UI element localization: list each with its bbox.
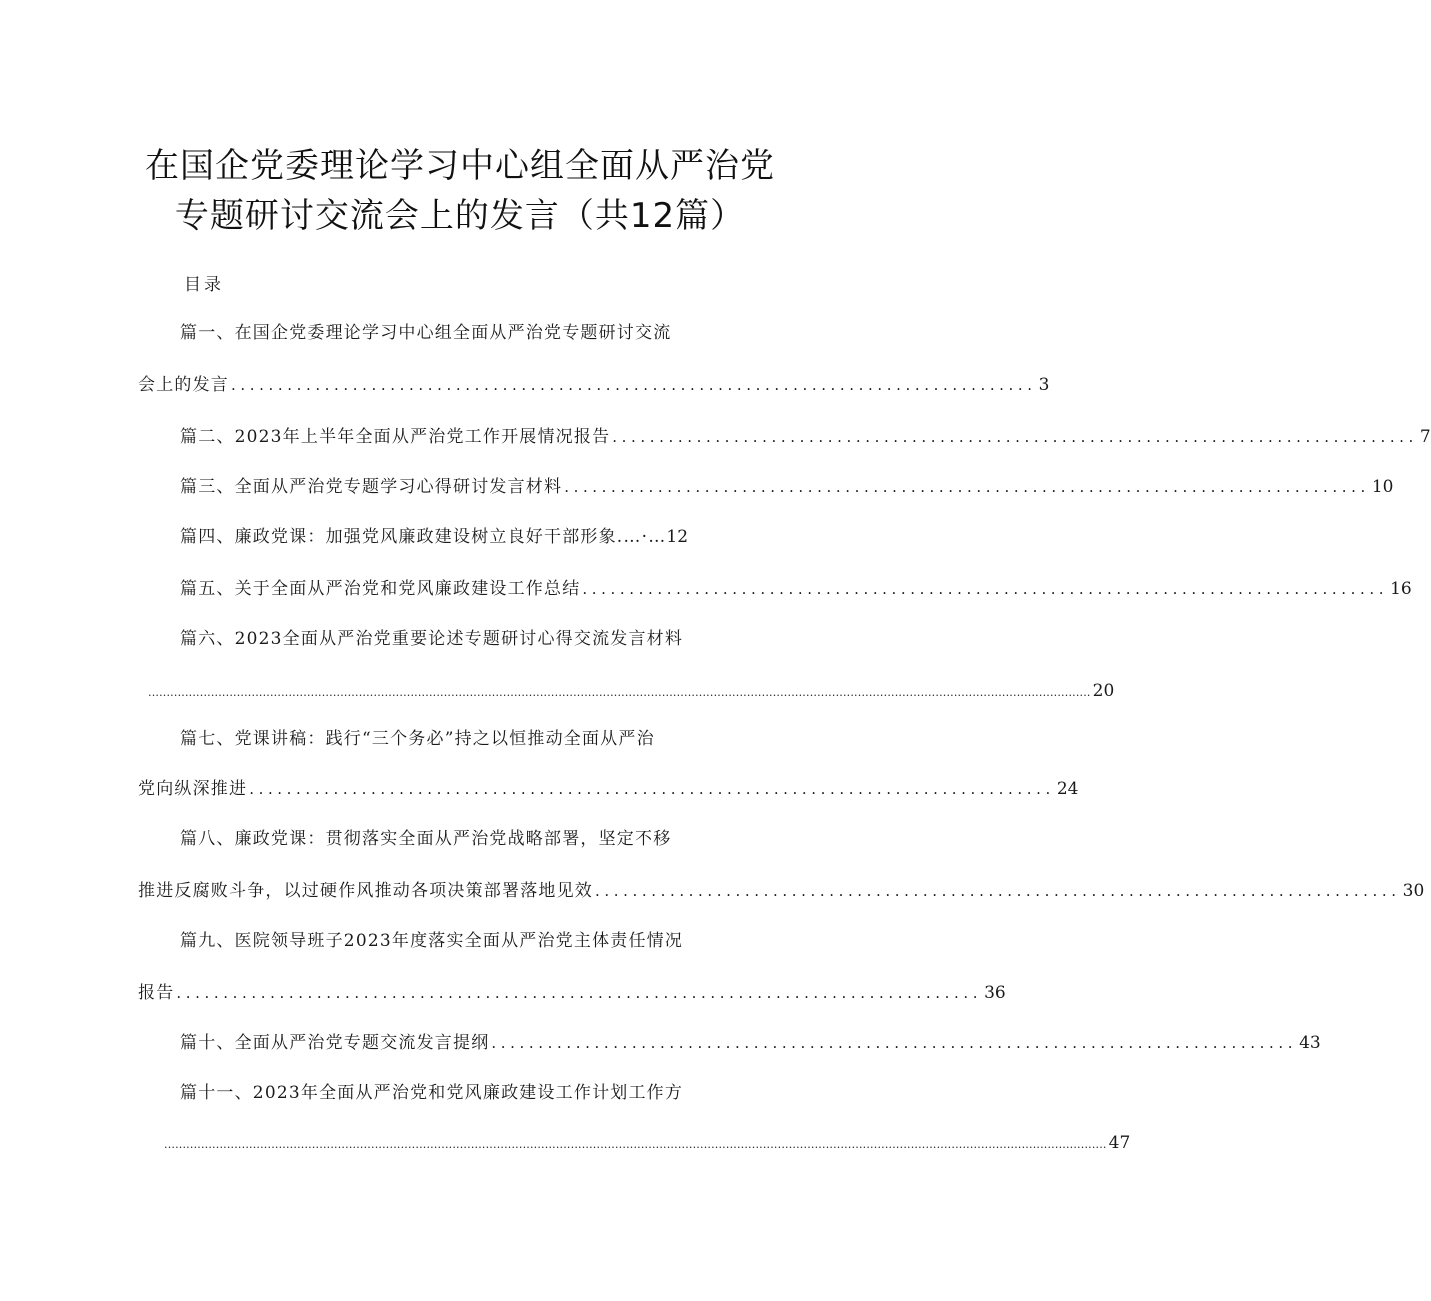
toc-entry-7-line-1[interactable] bbox=[180, 726, 655, 752]
toc-page-number: 10 bbox=[1371, 477, 1394, 497]
toc-page-number: 43 bbox=[1299, 1033, 1321, 1053]
dot-leader: ...................................................................................... bbox=[249, 780, 1055, 798]
toc-entry-text: 会上的发言 bbox=[138, 375, 229, 395]
toc-entry-11-line-1[interactable] bbox=[180, 1080, 683, 1106]
toc-entry-9-line-2[interactable] bbox=[138, 980, 1006, 1006]
toc-entry-text: 报告 bbox=[138, 983, 175, 1003]
toc-page-number: 36 bbox=[984, 983, 1006, 1003]
dot-leader: ...................................................................................... bbox=[231, 376, 1037, 394]
document-title-line-2: 专题研讨交流会上的发言（共12篇） bbox=[174, 196, 746, 236]
toc-page-number: 47 bbox=[1108, 1133, 1131, 1153]
dot-leader: ...................................................................................... bbox=[612, 428, 1418, 446]
toc-entry-text: 篇十一、2023年全面从严治党和党风廉政建设工作计划工作方 bbox=[180, 1083, 684, 1103]
toc-entry-text: 篇七、党课讲稿：践行“三个务必”持之以恒推动全面从严治 bbox=[180, 729, 655, 749]
toc-page-number: 7 bbox=[1419, 427, 1431, 447]
toc-entry-7-line-2[interactable] bbox=[138, 776, 1079, 802]
dot-leader: ...................................................................................... bbox=[176, 984, 983, 1002]
dot-leader: ............................................................................................................................................................................................................................................................... bbox=[148, 686, 1091, 699]
dot-leader: ...................................................................................... bbox=[564, 478, 1370, 496]
toc-entry-10[interactable] bbox=[180, 1030, 1321, 1056]
toc-entry-8-line-2[interactable] bbox=[138, 878, 1425, 904]
document-title-line-1: 在国企党委理论学习中心组全面从严治党 bbox=[145, 146, 775, 186]
toc-entry-text: 党向纵深推进 bbox=[138, 779, 248, 799]
toc-page-number: 20 bbox=[1092, 681, 1115, 701]
toc-entry-text: 篇四、廉政党课：加强党风廉政建设树立良好干部形象.…·… bbox=[180, 527, 667, 547]
dot-leader: ............................................................................................................................................................................................................................................................... bbox=[164, 1138, 1107, 1151]
dot-leader: ...................................................................................... bbox=[595, 882, 1401, 900]
toc-entry-11-line-2[interactable] bbox=[162, 1130, 1131, 1156]
toc-entry-text: 篇二、2023年上半年全面从严治党工作开展情况报告 bbox=[180, 427, 611, 447]
toc-entry-text: 篇九、医院领导班子2023年度落实全面从严治党主体责任情况 bbox=[180, 931, 684, 951]
toc-page-number: 30 bbox=[1402, 881, 1425, 901]
toc-entry-6-line-1[interactable] bbox=[180, 626, 683, 652]
toc-heading: 目录 bbox=[184, 275, 224, 295]
toc-entry-4[interactable] bbox=[180, 524, 688, 550]
dot-leader: ...................................................................................... bbox=[582, 580, 1389, 598]
toc-entry-text: 篇三、全面从严治党专题学习心得研讨发言材料 bbox=[180, 477, 563, 497]
toc-entry-9-line-1[interactable] bbox=[180, 928, 683, 954]
toc-entry-1-line-2[interactable] bbox=[138, 372, 1050, 398]
toc-entry-text: 篇六、2023全面从严治党重要论述专题研讨心得交流发言材料 bbox=[180, 629, 684, 649]
toc-entry-8-line-1[interactable] bbox=[180, 826, 671, 852]
toc-page-number: 12 bbox=[666, 527, 689, 547]
toc-entry-text: 篇八、廉政党课：贯彻落实全面从严治党战略部署，坚定不移 bbox=[180, 829, 672, 849]
toc-page-number: 24 bbox=[1056, 779, 1079, 799]
dot-leader: ...................................................................................... bbox=[491, 1034, 1298, 1052]
toc-entry-5[interactable] bbox=[180, 576, 1412, 602]
toc-page-number: 3 bbox=[1038, 375, 1050, 395]
toc-entry-3[interactable] bbox=[180, 474, 1394, 500]
toc-page-number: 16 bbox=[1390, 579, 1412, 599]
toc-entry-2[interactable] bbox=[180, 424, 1431, 450]
toc-entry-6-line-2[interactable] bbox=[146, 678, 1115, 704]
toc-entry-1-line-1[interactable] bbox=[180, 320, 671, 346]
toc-entry-text: 篇十、全面从严治党专题交流发言提纲 bbox=[180, 1033, 490, 1053]
toc-entry-text: 篇一、在国企党委理论学习中心组全面从严治党专题研讨交流 bbox=[180, 323, 672, 343]
toc-entry-text: 篇五、关于全面从严治党和党风廉政建设工作总结 bbox=[180, 579, 581, 599]
toc-entry-text: 推进反腐败斗争，以过硬作风推动各项决策部署落地见效 bbox=[138, 881, 593, 901]
